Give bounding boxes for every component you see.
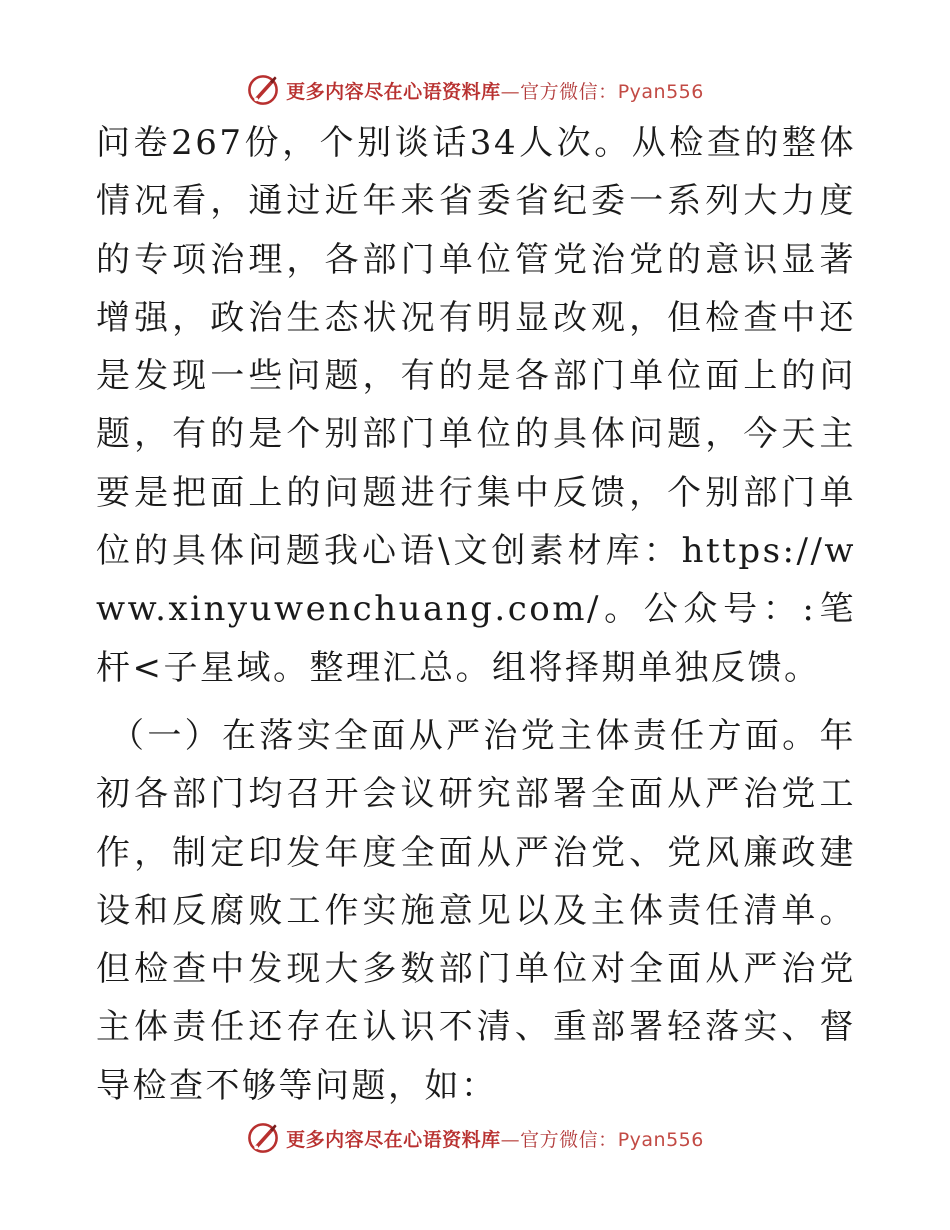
watermark-wechat-id: Pyan556 xyxy=(617,80,704,103)
footer-watermark-banner xyxy=(0,1116,950,1160)
watermark-content xyxy=(246,1121,704,1155)
watermark-content xyxy=(246,73,704,107)
quill-pen-logo-icon xyxy=(246,73,280,107)
watermark-suffix: 官方微信： xyxy=(520,80,618,103)
paragraph-inspection-summary: 问卷267份，个别谈话34人次。从检查的整体情况看，通过近年来省委省纪委一系列大力度的专项治理，各部门单位管党治党的意识显著增强，政治生态状况有明显改观，但检查中还是发现一些问题，有的是各部门单位面上的问题，有的是个别部门单位的具体问题，今天主要是把面上的问题进行集中反馈，个别部门单位的具体问题我心语\文创素材库：https://www.xinyuwenchuang.com/。公众号：:笔杆<子星域。整理汇总。组将择期单独反馈。 xyxy=(96,123,856,688)
watermark-wechat-id: Pyan556 xyxy=(617,1128,704,1151)
quill-pen-logo-icon xyxy=(246,1121,280,1155)
document-body xyxy=(96,114,856,1115)
watermark-separator: — xyxy=(500,80,521,103)
paragraph-section-one: （一）在落实全面从严治党主体责任方面。年初各部门均召开会议研究部署全面从严治党工作，制定印发年度全面从严治党、党风廉政建设和反腐败工作实施意见以及主体责任清单。但检查中发现大多数部门单位对全面从严治党主体责任还存在认识不清、重部署轻落实、督导检查不够等问题，如： xyxy=(96,715,856,1106)
watermark-prefix: 更多内容尽在心语资料库 xyxy=(286,80,501,103)
watermark-separator: — xyxy=(500,1128,521,1151)
watermark-suffix: 官方微信： xyxy=(520,1128,618,1151)
watermark-prefix: 更多内容尽在心语资料库 xyxy=(286,1128,501,1151)
watermark-text xyxy=(286,77,704,104)
watermark-text xyxy=(286,1125,704,1152)
header-watermark-banner xyxy=(0,68,950,112)
